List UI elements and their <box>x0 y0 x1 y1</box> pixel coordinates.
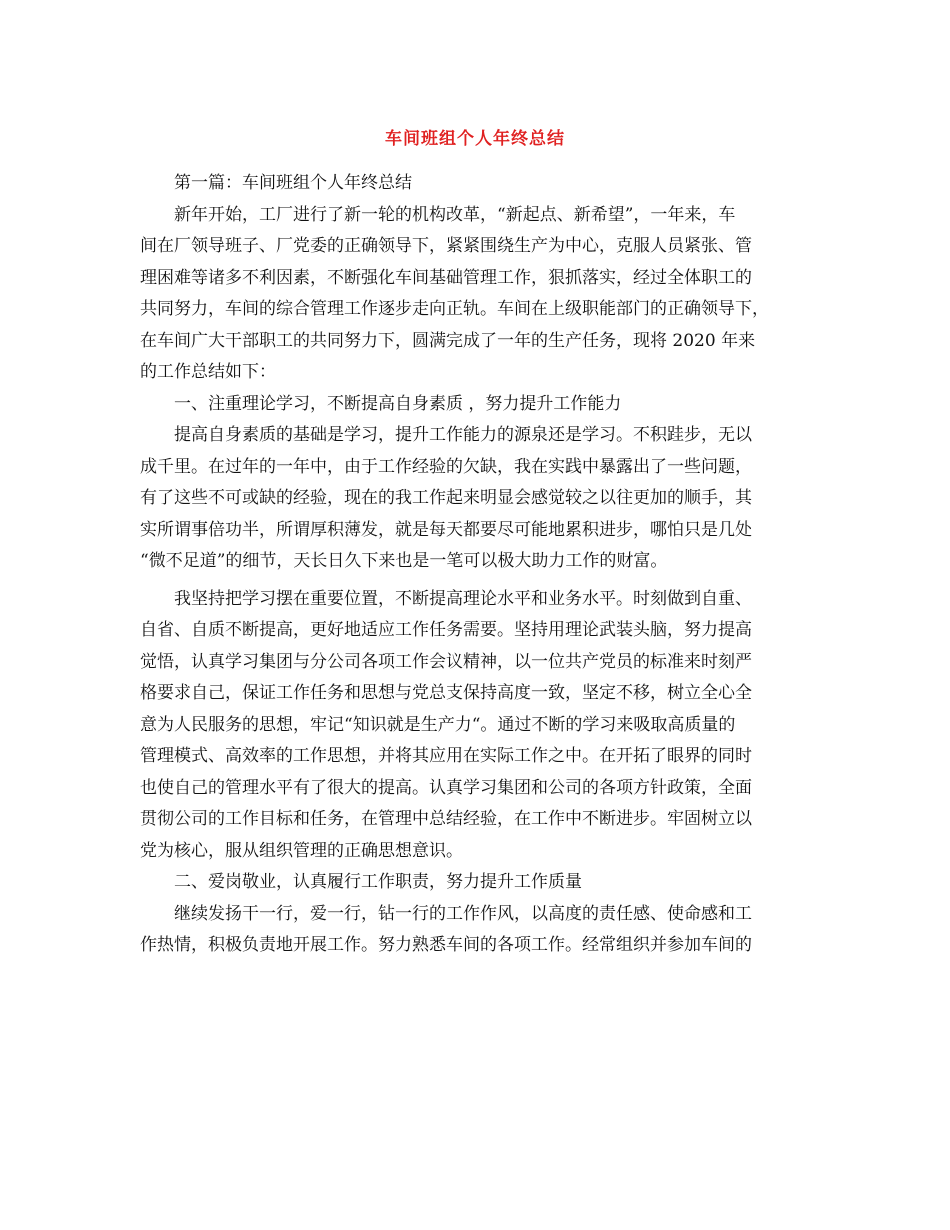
text-line: 共同努力，车间的综合管理工作逐步走向正轨。车间在上级职能部门的正确领导下， <box>140 299 769 319</box>
text-line: 有了这些不可或缺的经验，现在的我工作起来明显会感觉较之以往更加的顺手，其 <box>140 488 752 508</box>
text-line: 管理模式、高效率的工作思想，并将其应用在实际工作之中。在开拓了眼界的同时 <box>140 746 752 766</box>
text-line: 自省、自质不断提高，更好地适应工作任务需要。坚持用理论武装头脑，努力提高 <box>140 620 752 640</box>
text-line: 意为人民服务的思想，牢记“知识就是生产力“。通过不断的学习来吸取高质量的 <box>140 714 736 735</box>
text-line: 党为核心，服从组织管理的正确思想意识。 <box>140 840 463 861</box>
text-line: 第一篇：车间班组个人年终总结 <box>140 173 412 193</box>
section-heading: 二、爱岗敬业，认真履行工作职责，努力提升工作质量 <box>140 872 582 892</box>
text-line: “微不足道”的细节，天长日久下来也是一笔可以极大助力工作的财富。 <box>140 551 668 571</box>
text-line: 觉悟，认真学习集团与分公司各项工作会议精神，以一位共产党员的标准来时刻严 <box>140 651 752 672</box>
text-line: 的工作总结如下： <box>140 362 276 382</box>
text-line: 格要求自己，保证工作任务和思想与党总支保持高度一致，坚定不移，树立全心全 <box>140 683 752 703</box>
text-line: 理困难等诸多不利因素，不断强化车间基础管理工作，狠抓落实，经过全体职工的 <box>140 267 752 288</box>
text-line: 贯彻公司的工作目标和任务，在管理中总结经验，在工作中不断进步。牢固树立以 <box>140 809 752 829</box>
text-line: 新年开始，工厂进行了新一轮的机构改革，“新起点、新希望”，一年来，车 <box>140 204 736 225</box>
text-line: 提高自身素质的基础是学习，提升工作能力的源泉还是学习。不积跬步，无以 <box>140 425 752 445</box>
text-line: 继续发扬干一行，爱一行，钻一行的工作作风，以高度的责任感、使命感和工 <box>140 903 752 924</box>
text-line: 在车间广大干部职工的共同努力下，圆满完成了一年的生产任务，现将 2020 年来 <box>140 330 756 351</box>
text-line: 间在厂领导班子、厂党委的正确领导下，紧紧围绕生产为中心，克服人员紧张、管 <box>140 236 752 256</box>
text-line: 作热情，积极负责地开展工作。努力熟悉车间的各项工作。经常组织并参加车间的 <box>140 935 752 955</box>
document-body <box>140 168 816 962</box>
text-line: 实所谓事倍功半，所谓厚积薄发，就是每天都要尽可能地累积进步，哪怕只是几处 <box>140 519 752 540</box>
text-line: 我坚持把学习摆在重要位置，不断提高理论水平和业务水平。时刻做到自重、 <box>140 588 752 609</box>
text-line: 成千里。在过年的一年中，由于工作经验的欠缺，我在实践中暴露出了一些问题， <box>140 456 752 477</box>
section-heading: 一、注重理论学习，不断提高自身素质 ，努力提升工作能力 <box>140 393 622 414</box>
text-line: 也使自己的管理水平有了很大的提高。认真学习集团和公司的各项方针政策，全面 <box>140 777 752 798</box>
document-title: 车间班组个人年终总结 <box>385 129 565 149</box>
